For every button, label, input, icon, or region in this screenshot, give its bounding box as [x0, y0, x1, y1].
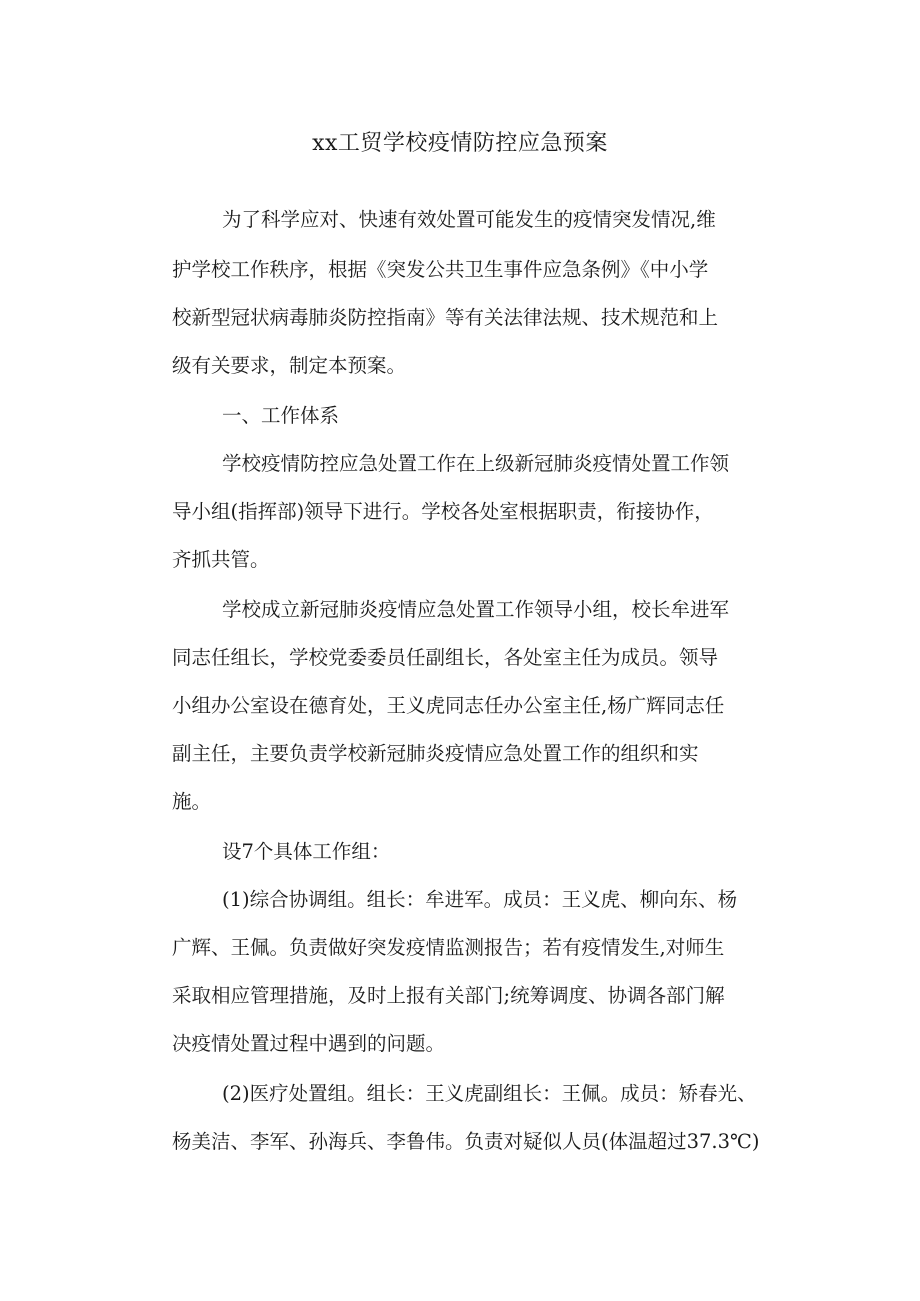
paragraph-line: 护学校工作秩序，根据《突发公共卫生事件应急条例》《中小学 [172, 258, 709, 281]
document-title: xx工贸学校疫情防控应急预案 [312, 131, 608, 156]
paragraph-line: 学校疫情防控应急处置工作在上级新冠肺炎疫情处置工作领 [222, 452, 730, 475]
paragraph-line: 导小组(指挥部)领导下进行。学校各处室根据职责，衔接协作， [172, 500, 714, 523]
paragraph-line: 齐抓共管。 [172, 548, 270, 571]
paragraph-line: 学校成立新冠肺炎疫情应急处置工作领导小组，校长牟进军 [222, 598, 730, 621]
paragraph-line: (1)综合协调组。组长：牟进军。成员：王义虎、柳向东、杨 [222, 888, 738, 911]
paragraph-line: 决疫情处置过程中遇到的问题。 [172, 1032, 446, 1055]
section-heading: 一、工作体系 [222, 404, 340, 427]
paragraph-line: 施。 [172, 790, 212, 813]
paragraph-line: 设7个具体工作组： [222, 840, 391, 863]
paragraph-line: 校新型冠状病毒肺炎防控指南》等有关法律法规、技术规范和上 [172, 306, 719, 329]
paragraph-line: 小组办公室设在德育处，王义虎同志任办公室主任,杨广辉同志任 [172, 694, 725, 717]
paragraph-line: 级有关要求，制定本预案。 [172, 354, 407, 377]
paragraph-line: (2)医疗处置组。组长：王义虎副组长：王佩。成员：矫春光、 [222, 1082, 757, 1105]
paragraph-line: 广辉、王佩。负责做好突发疫情监测报告；若有疫情发生,对师生 [172, 936, 725, 959]
paragraph-line: 为了科学应对、快速有效处置可能发生的疫情突发情况,维 [222, 208, 716, 231]
paragraph-line: 副主任，主要负责学校新冠肺炎疫情应急处置工作的组织和实 [172, 742, 699, 765]
paragraph-line: 同志任组长，学校党委委员任副组长，各处室主任为成员。领导 [172, 646, 719, 669]
paragraph-line: 采取相应管理措施，及时上报有关部门;统筹调度、协调各部门解 [172, 984, 725, 1007]
paragraph-line: 杨美洁、李军、孙海兵、李鲁伟。负责对疑似人员(体温超过37.3℃) [172, 1130, 760, 1153]
